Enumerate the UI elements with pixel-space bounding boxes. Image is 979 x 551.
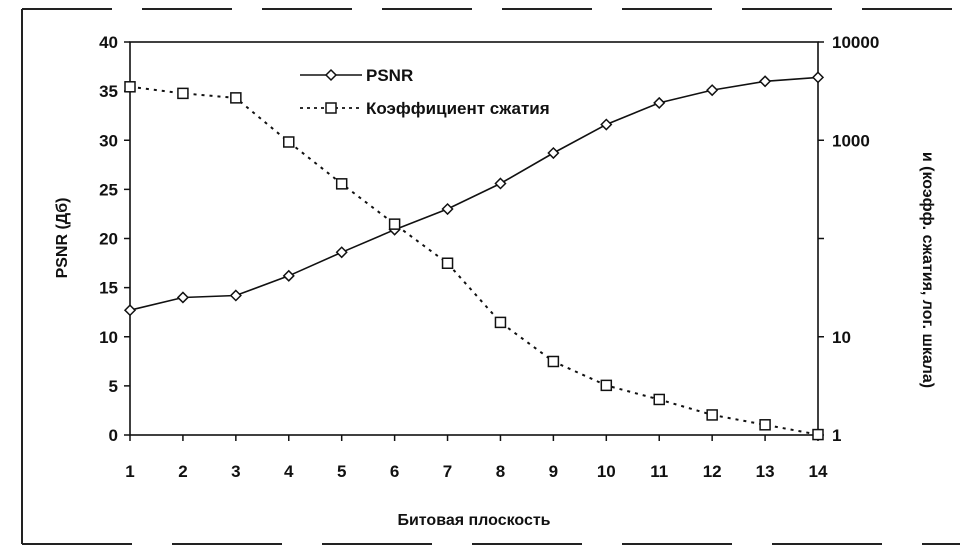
- psnr-point: [654, 98, 664, 108]
- psnr-point: [707, 85, 717, 95]
- y-tick-label: 5: [108, 376, 118, 396]
- compression-point: [495, 317, 505, 327]
- psnr-point: [601, 120, 611, 130]
- legend-label-psnr: PSNR: [366, 66, 414, 85]
- y-tick-label: 40: [99, 33, 118, 52]
- y-axis-title: PSNR (Дб): [54, 197, 71, 279]
- psnr-point: [284, 271, 294, 281]
- legend-item-psnr: [300, 66, 413, 85]
- psnr-point: [760, 76, 770, 86]
- y2-tick-label: 10: [832, 327, 851, 347]
- compression-point: [443, 258, 453, 268]
- series-layer: [125, 72, 823, 439]
- legend: [300, 66, 550, 118]
- x-tick-label: 3: [231, 462, 241, 481]
- psnr-point: [548, 148, 558, 158]
- x-tick-label: 1: [125, 462, 135, 481]
- y-tick-label: 30: [99, 131, 118, 151]
- compression-point: [337, 179, 347, 189]
- psnr-point: [337, 247, 347, 257]
- y2-tick-label: 1: [832, 426, 842, 445]
- compression-point: [813, 430, 823, 440]
- legend-item-compression: [300, 99, 550, 118]
- psnr-point: [178, 292, 188, 302]
- y2-tick-label: 10000: [832, 33, 880, 52]
- x-tick-label: 2: [178, 462, 188, 481]
- y2-axis-ticks: [818, 33, 879, 445]
- psnr-point: [231, 290, 241, 300]
- legend-diamond-marker: [326, 70, 336, 80]
- x-tick-label: 9: [548, 462, 559, 481]
- x-tick-label: 6: [389, 462, 400, 481]
- psnr-point: [125, 305, 135, 315]
- y-tick-label: 15: [99, 278, 118, 298]
- x-tick-label: 10: [596, 462, 616, 481]
- x-tick-label: 5: [336, 462, 347, 481]
- compression-point: [390, 219, 400, 229]
- x-tick-label: 12: [702, 462, 722, 481]
- y2-tick-label: 1000: [832, 131, 870, 151]
- y-axis-ticks: [99, 33, 130, 445]
- x-tick-label: 14: [808, 462, 828, 481]
- y-tick-label: 35: [99, 82, 118, 102]
- x-tick-label: 7: [442, 462, 453, 481]
- y-tick-label: 20: [99, 229, 118, 249]
- x-tick-label: 8: [495, 462, 506, 481]
- compression-point: [707, 410, 717, 420]
- compression-point: [601, 380, 611, 390]
- y-tick-label: 25: [99, 180, 118, 200]
- compression-point: [231, 93, 241, 103]
- y-tick-label: 10: [99, 327, 118, 347]
- series-line-1: [130, 87, 818, 435]
- y2-axis-title: и (коэфф. сжатия, лог. шкала): [919, 151, 936, 389]
- x-tick-label: 13: [755, 462, 775, 481]
- compression-point: [178, 88, 188, 98]
- legend-label-compression: Коэффициент сжатия: [366, 99, 550, 118]
- compression-point: [760, 420, 770, 430]
- legend-square-marker: [326, 103, 336, 113]
- x-tick-label: 11: [650, 462, 669, 481]
- x-axis-title: Битовая плоскость: [397, 512, 551, 529]
- psnr-point: [495, 178, 505, 188]
- x-tick-label: 4: [284, 462, 294, 481]
- compression-point: [654, 394, 664, 404]
- psnr-point: [813, 72, 823, 82]
- compression-point: [284, 137, 294, 147]
- x-axis-ticks: [125, 435, 828, 481]
- compression-point: [125, 82, 135, 92]
- y-tick-label: 0: [108, 426, 118, 445]
- compression-point: [548, 356, 558, 366]
- psnr-point: [443, 204, 453, 214]
